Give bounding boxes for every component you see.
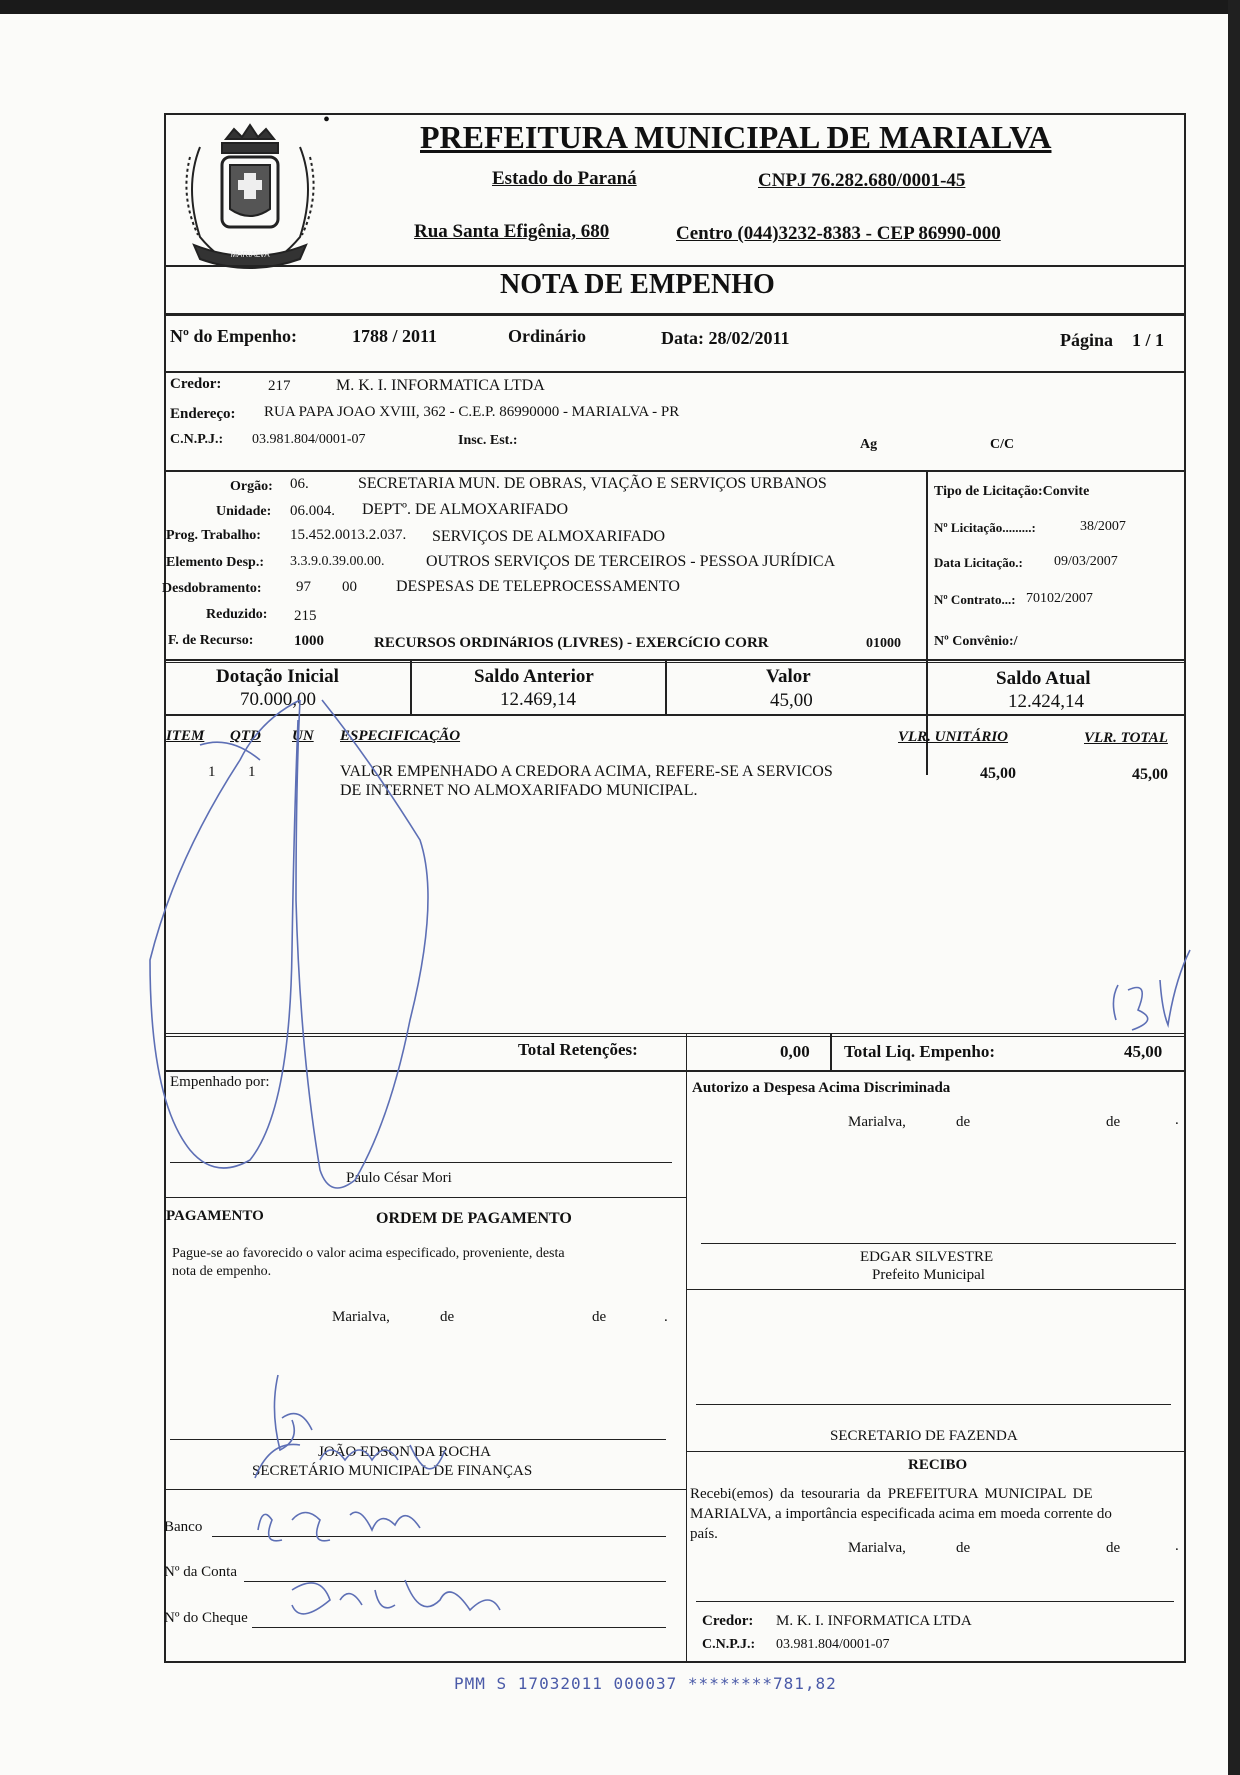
divider [686, 1451, 1186, 1452]
prog-code: 15.452.0013.2.037. [290, 527, 407, 543]
recurso-name: RECURSOS ORDINáRIOS (LIVRES) - EXERCíCIO CORR [374, 635, 769, 651]
prefeito-signature-line [701, 1243, 1176, 1244]
pagamento-de2: de [592, 1309, 607, 1325]
dotacao-label: Dotação Inicial [216, 666, 339, 687]
contrato-number: 70102/2007 [1026, 591, 1093, 606]
prog-label: Prog. Trabalho: [166, 528, 261, 543]
empenhado-signature-line [170, 1162, 672, 1163]
row-total-value: 45,00 [1132, 766, 1168, 783]
col-qtd: QTD [230, 728, 261, 744]
header-cnpj: CNPJ 76.282.680/0001-45 [758, 170, 966, 191]
cnpj-label: C.N.P.J.: [170, 432, 224, 447]
svg-text:MARIALVA: MARIALVA [230, 250, 270, 259]
recibo-de2: de [1106, 1540, 1121, 1556]
recurso-code2: 01000 [866, 636, 901, 651]
col-unit-value: VLR. UNITÁRIO [898, 729, 1009, 745]
desd-name: DESPESAS DE TELEPROCESSAMENTO [396, 578, 680, 595]
recibo-credor: M. K. I. INFORMATICA LTDA [776, 1613, 972, 1629]
scan-top-edge [0, 0, 1240, 14]
licitacao-date: 09/03/2007 [1054, 554, 1118, 569]
row-spec-line1: VALOR EMPENHADO A CREDORA ACIMA, REFERE-SE A SERVICOS [340, 763, 833, 780]
autorizo-de2: de [1106, 1114, 1121, 1130]
pagamento-dot: . [664, 1309, 668, 1325]
credor-label: Credor: [170, 376, 222, 392]
header-state: Estado do Paraná [492, 168, 637, 189]
pagamento-label: PAGAMENTO [166, 1208, 264, 1224]
divider [164, 371, 1186, 373]
row-qtd: 1 [248, 764, 256, 780]
header-street: Rua Santa Efigênia, 680 [414, 221, 610, 242]
divider [164, 313, 1186, 316]
recibo-signature-line [696, 1601, 1174, 1602]
credor-code: 217 [268, 378, 291, 394]
recibo-de1: de [956, 1540, 971, 1556]
col-un: UN [292, 728, 314, 744]
conta-label: Nº da Conta [164, 1564, 237, 1580]
divider [164, 470, 1186, 472]
empenho-date: Data: 28/02/2011 [661, 328, 790, 348]
licitacao-number: 38/2007 [1080, 519, 1126, 534]
page-number: 1 / 1 [1132, 330, 1165, 350]
orgao-label: Orgão: [230, 479, 273, 494]
pagamento-de1: de [440, 1309, 455, 1325]
saldo-atual-value: 12.424,14 [1008, 691, 1084, 712]
col-spec: ESPECIFICAÇÃO [340, 728, 461, 744]
divider [164, 1036, 1186, 1037]
row-item: 1 [208, 764, 216, 780]
tipo-licitacao: Tipo de Licitação:Convite [934, 484, 1090, 499]
saldo-anterior-value: 12.469,14 [500, 689, 576, 710]
recibo-title: RECIBO [908, 1457, 968, 1473]
reduzido-value: 215 [294, 608, 317, 624]
divider [164, 659, 1186, 661]
unidade-code: 06.004. [290, 503, 335, 519]
contrato-label: Nº Contrato...: [934, 592, 1016, 607]
pagamento-city: Marialva, [332, 1309, 390, 1325]
cc-label: C/C [990, 437, 1015, 452]
header-district-phone: Centro (044)3232-8383 - CEP 86990-000 [676, 223, 1001, 244]
recibo-text1: Recebi(emos) da tesouraria da PREFEITURA MUNICIPAL DE [690, 1486, 1093, 1502]
credor-cnpj: 03.981.804/0001-07 [252, 432, 366, 447]
autorizo-city: Marialva, [848, 1114, 906, 1130]
divider [686, 1034, 687, 1070]
doc-title: NOTA DE EMPENHO [500, 269, 775, 300]
divider [686, 1070, 687, 1663]
recurso-label: F. de Recurso: [168, 633, 254, 648]
empenho-number: 1788 / 2011 [352, 326, 438, 346]
desd-code2: 00 [342, 579, 357, 595]
divider [830, 1034, 832, 1070]
scan-right-edge [1228, 0, 1240, 1775]
recibo-text3: país. [690, 1526, 718, 1542]
autorizo-de1: de [956, 1114, 971, 1130]
coat-of-arms-logo [170, 117, 330, 277]
autorizo-dot: . [1175, 1112, 1179, 1128]
credor-address: RUA PAPA JOAO XVIII, 362 - C.E.P. 86990000 - MARIALVA - PR [264, 404, 680, 420]
liq-label: Total Liq. Empenho: [844, 1042, 995, 1061]
divider [164, 1489, 686, 1490]
divider [164, 662, 1186, 663]
ordem-label: ORDEM DE PAGAMENTO [376, 1210, 572, 1227]
prefeito-name: EDGAR SILVESTRE [860, 1249, 994, 1265]
orgao-name: SECRETARIA MUN. DE OBRAS, VIAÇÃO E SERVIÇOS URBANOS [358, 475, 827, 492]
nota-de-empenho-form [156, 109, 1189, 1665]
divider [665, 661, 667, 714]
ag-label: Ag [860, 437, 878, 452]
divider [164, 265, 1186, 267]
logo-mark: • [323, 109, 331, 131]
recibo-city: Marialva, [848, 1540, 906, 1556]
dotacao-value: 70.000,00 [240, 689, 316, 710]
divider [410, 661, 412, 714]
autorizo-label: Autorizo a Despesa Acima Discriminada [692, 1080, 951, 1096]
divider [164, 1033, 1186, 1034]
unidade-name: DEPTº. DE ALMOXARIFADO [362, 501, 568, 518]
liq-value: 45,00 [1124, 1042, 1163, 1061]
divider [686, 1289, 1186, 1290]
address-label: Endereço: [170, 406, 236, 422]
cheque-label: Nº do Cheque [164, 1610, 248, 1626]
divider [164, 714, 1186, 716]
cheque-field[interactable] [252, 1627, 666, 1628]
recibo-text2: MARIALVA, a importância especificada acima em moeda corrente do [690, 1506, 1112, 1522]
secretario-title: SECRETÁRIO MUNICIPAL DE FINANÇAS [252, 1463, 533, 1479]
divider [164, 1070, 1186, 1072]
conta-field[interactable] [244, 1581, 666, 1582]
saldo-atual-label: Saldo Atual [996, 668, 1091, 689]
licitacao-date-label: Data Licitação.: [934, 555, 1023, 570]
banco-label: Banco [164, 1519, 203, 1535]
desd-code1: 97 [296, 579, 311, 595]
header-title: PREFEITURA MUNICIPAL DE MARIALVA [420, 119, 1052, 155]
credor-name: M. K. I. INFORMATICA LTDA [336, 377, 545, 394]
empenhado-name: Paulo César Mori [346, 1170, 452, 1186]
recibo-cnpj: 03.981.804/0001-07 [776, 1637, 890, 1652]
prog-name: SERVIÇOS DE ALMOXARIFADO [432, 528, 666, 545]
desd-label: Desdobramento: [162, 581, 262, 596]
fazenda-signature-line [696, 1404, 1171, 1405]
orgao-code: 06. [290, 476, 309, 492]
recurso-code: 1000 [294, 633, 324, 649]
col-total-value: VLR. TOTAL [1084, 730, 1168, 746]
recibo-cnpj-label: C.N.P.J.: [702, 1637, 756, 1652]
divider [164, 1197, 686, 1198]
payment-stamp: PMM S 17032011 000037 ********781,82 [454, 1674, 837, 1693]
elem-code: 3.3.9.0.39.00.00. [290, 554, 385, 569]
row-unit-value: 45,00 [980, 765, 1016, 782]
elem-name: OUTROS SERVIÇOS DE TERCEIROS - PESSOA JURÍDICA [426, 553, 836, 570]
recibo-dot: . [1175, 1538, 1179, 1554]
secretario-name: JOÃO EDSON DA ROCHA [318, 1444, 491, 1460]
recibo-credor-label: Credor: [702, 1613, 754, 1629]
pagamento-text1: Pague-se ao favorecido o valor acima especificado, proveniente, desta [172, 1246, 565, 1261]
valor-value: 45,00 [770, 690, 813, 711]
reduzido-label: Reduzido: [206, 607, 268, 622]
prefeito-title: Prefeito Municipal [872, 1267, 985, 1283]
unidade-label: Unidade: [216, 504, 272, 519]
row-spec-line2: DE INTERNET NO ALMOXARIFADO MUNICIPAL. [340, 782, 698, 799]
pagamento-text2: nota de empenho. [172, 1264, 272, 1279]
banco-field[interactable] [212, 1536, 666, 1537]
page-label: Página [1060, 330, 1114, 350]
empenhado-label: Empenhado por: [170, 1074, 270, 1090]
fazenda-title: SECRETARIO DE FAZENDA [830, 1428, 1018, 1444]
licitacao-number-label: Nº Licitação.........: [934, 520, 1036, 535]
saldo-anterior-label: Saldo Anterior [474, 666, 594, 687]
convenio: Nº Convênio:/ [934, 634, 1018, 649]
col-item: ITEM [166, 728, 205, 744]
secretario-signature-line [170, 1439, 666, 1440]
insc-label: Insc. Est.: [458, 433, 518, 448]
empenho-type: Ordinário [508, 326, 587, 346]
valor-label: Valor [766, 666, 811, 687]
retencoes-value: 0,00 [780, 1042, 810, 1061]
empenho-label: Nº do Empenho: [170, 326, 297, 346]
elem-label: Elemento Desp.: [166, 555, 264, 570]
retencoes-label: Total Retenções: [518, 1040, 638, 1059]
